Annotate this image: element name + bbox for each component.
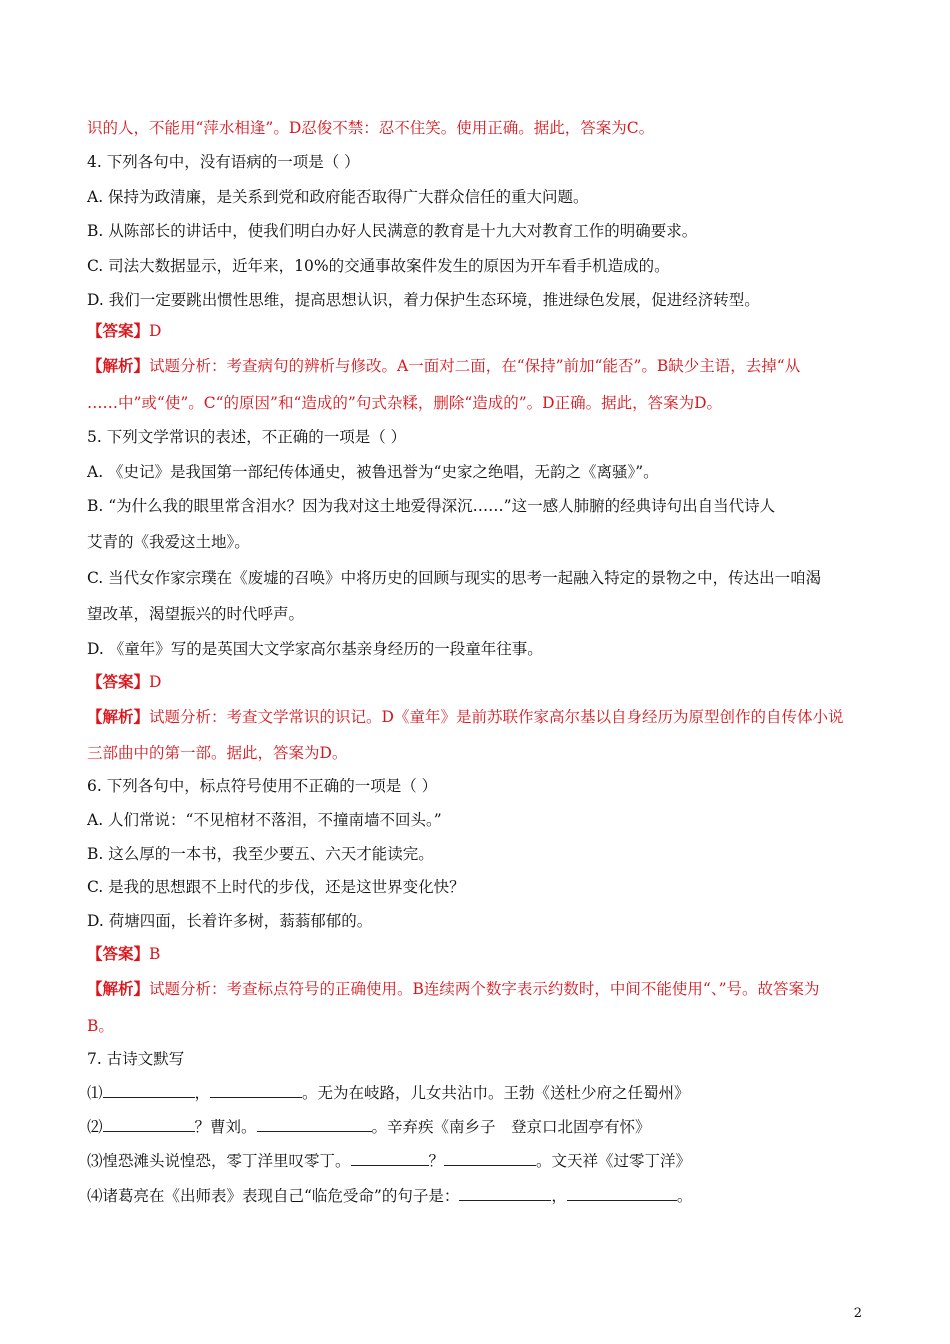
item-text: 。无为在岐路，儿女共沾巾。王勃《送杜少府之任蜀州》 [302, 1084, 690, 1102]
item-number: ⑴ [87, 1084, 103, 1102]
answer-value: D [149, 322, 162, 340]
item-text: ？曹刘。 [194, 1118, 257, 1136]
answer-value: D [149, 673, 162, 691]
separator: ， [551, 1187, 567, 1205]
dictation-item-4 [87, 1186, 692, 1206]
question-6-option-b: B. 这么厚的一本书，我至少要五、六天才能读完。 [87, 845, 434, 863]
question-5-option-c-line2: 望改革，渴望振兴的时代呼声。 [87, 605, 305, 623]
question-5-stem: 5. 下列文学常识的表述，不正确的一项是（ ） [87, 428, 407, 446]
answer-value: B [149, 945, 161, 963]
question-5-option-c-line1: C. 当代女作家宗璞在《废墟的召唤》中将历史的回顾与现实的思考一起融入特定的景物之中，传达出一咱渴 [87, 569, 822, 587]
prev-explanation-tail: 识的人，不能用“萍水相逢”。D忍俊不禁：忍不住笑。使用正确。据此，答案为C。 [87, 119, 655, 137]
question-4-option-c: C. 司法大数据显示，近年来，10%的交通事故案件发生的原因为开车看手机造成的。 [87, 257, 670, 275]
question-4-answer [87, 321, 161, 341]
question-5-option-b-line2: 艾青的《我爱这土地》。 [87, 533, 250, 551]
dictation-item-1 [87, 1083, 690, 1103]
question-4-explanation-1 [87, 356, 800, 376]
answer-blank[interactable] [103, 1117, 195, 1132]
item-text: 。文天祥《过零丁洋》 [536, 1152, 692, 1170]
item-text: ？ [428, 1152, 445, 1170]
question-6-option-c: C. 是我的思想跟不上时代的步伐，还是这世界变化快？ [87, 878, 465, 896]
question-6-option-d: D. 荷塘四面，长着许多树，蓊蓊郁郁的。 [87, 912, 373, 930]
question-4-option-b: B. 从陈部长的讲话中，使我们明白办好人民满意的教育是十九大对教育工作的明确要求。 [87, 222, 698, 240]
item-text: ⑶惶恐滩头说惶恐，零丁洋里叹零丁。 [87, 1152, 351, 1170]
answer-blank[interactable] [351, 1151, 429, 1166]
question-6-explanation-1 [87, 979, 820, 999]
answer-label: 【答案】 [87, 672, 150, 691]
question-5-option-d: D. 《童年》写的是英国大文学家高尔基亲身经历的一段童年往事。 [87, 640, 543, 658]
question-6-stem: 6. 下列各句中，标点符号使用不正确的一项是（ ） [87, 777, 438, 795]
question-4-option-d: D. 我们一定要跳出惯性思维，提高思想认识，着力保护生态环境，推进绿色发展，促进经济转型。 [87, 291, 760, 309]
question-6-answer [87, 944, 160, 964]
explanation-label: 【解析】 [87, 707, 150, 726]
dictation-item-3 [87, 1151, 691, 1171]
answer-blank[interactable] [567, 1186, 677, 1201]
item-text: 。辛弃疾《南乡子 登京口北固亭有怀》 [371, 1118, 651, 1136]
answer-blank[interactable] [257, 1117, 372, 1132]
explanation-label: 【解析】 [87, 356, 150, 375]
separator: ， [194, 1084, 211, 1102]
item-text: ⑷诸葛亮在《出师表》表现自己“临危受命”的句子是： [87, 1187, 460, 1205]
question-4-explanation-2: ……中”或“使”。C“的原因”和“造成的”句式杂糅，删除“造成的”。D正确。据此，答案为D。 [87, 394, 723, 412]
dictation-item-2 [87, 1117, 651, 1137]
answer-label: 【答案】 [87, 944, 150, 963]
explanation-text: 试题分析：考查文学常识的识记。D《童年》是前苏联作家高尔基以自身经历为原型创作的自传体小说 [149, 708, 844, 726]
item-text: 。 [676, 1187, 693, 1205]
answer-label: 【答案】 [87, 321, 150, 340]
question-5-option-b-line1: B. “为什么我的眼里常含泪水？因为我对这土地爱得深沉……”这一感人肺腑的经典诗句出自当代诗人 [87, 497, 776, 515]
question-4-option-a: A. 保持为政清廉，是关系到党和政府能否取得广大群众信任的重大问题。 [87, 188, 589, 206]
answer-blank[interactable] [444, 1151, 536, 1166]
item-number: ⑵ [87, 1118, 103, 1136]
question-5-answer [87, 672, 161, 692]
question-4-stem: 4. 下列各句中，没有语病的一项是（ ） [87, 153, 360, 171]
question-5-option-a: A. 《史记》是我国第一部纪传体通史，被鲁迅誉为“史家之绝唱，无韵之《离骚》”。 [87, 463, 659, 481]
answer-blank[interactable] [459, 1186, 551, 1201]
explanation-label: 【解析】 [87, 979, 150, 998]
answer-blank[interactable] [103, 1083, 195, 1098]
answer-blank[interactable] [210, 1083, 302, 1098]
question-6-option-a: A. 人们常说：“不见棺材不落泪，不撞南墙不回头。” [87, 811, 442, 829]
question-7-stem: 7. 古诗文默写 [87, 1050, 185, 1068]
question-6-explanation-2: B。 [87, 1017, 114, 1035]
page-number: 2 [853, 1306, 862, 1321]
explanation-text: 试题分析：考查病句的辨析与修改。A一面对二面，在“保持”前加“能否”。B缺少主语，去掉“从 [149, 357, 801, 375]
question-5-explanation-2: 三部曲中的第一部。据此，答案为D。 [87, 744, 348, 762]
question-5-explanation-1 [87, 707, 843, 727]
explanation-text: 试题分析：考查标点符号的正确使用。B连续两个数字表示约数时，中间不能使用“、”号。故答案为 [149, 980, 820, 998]
